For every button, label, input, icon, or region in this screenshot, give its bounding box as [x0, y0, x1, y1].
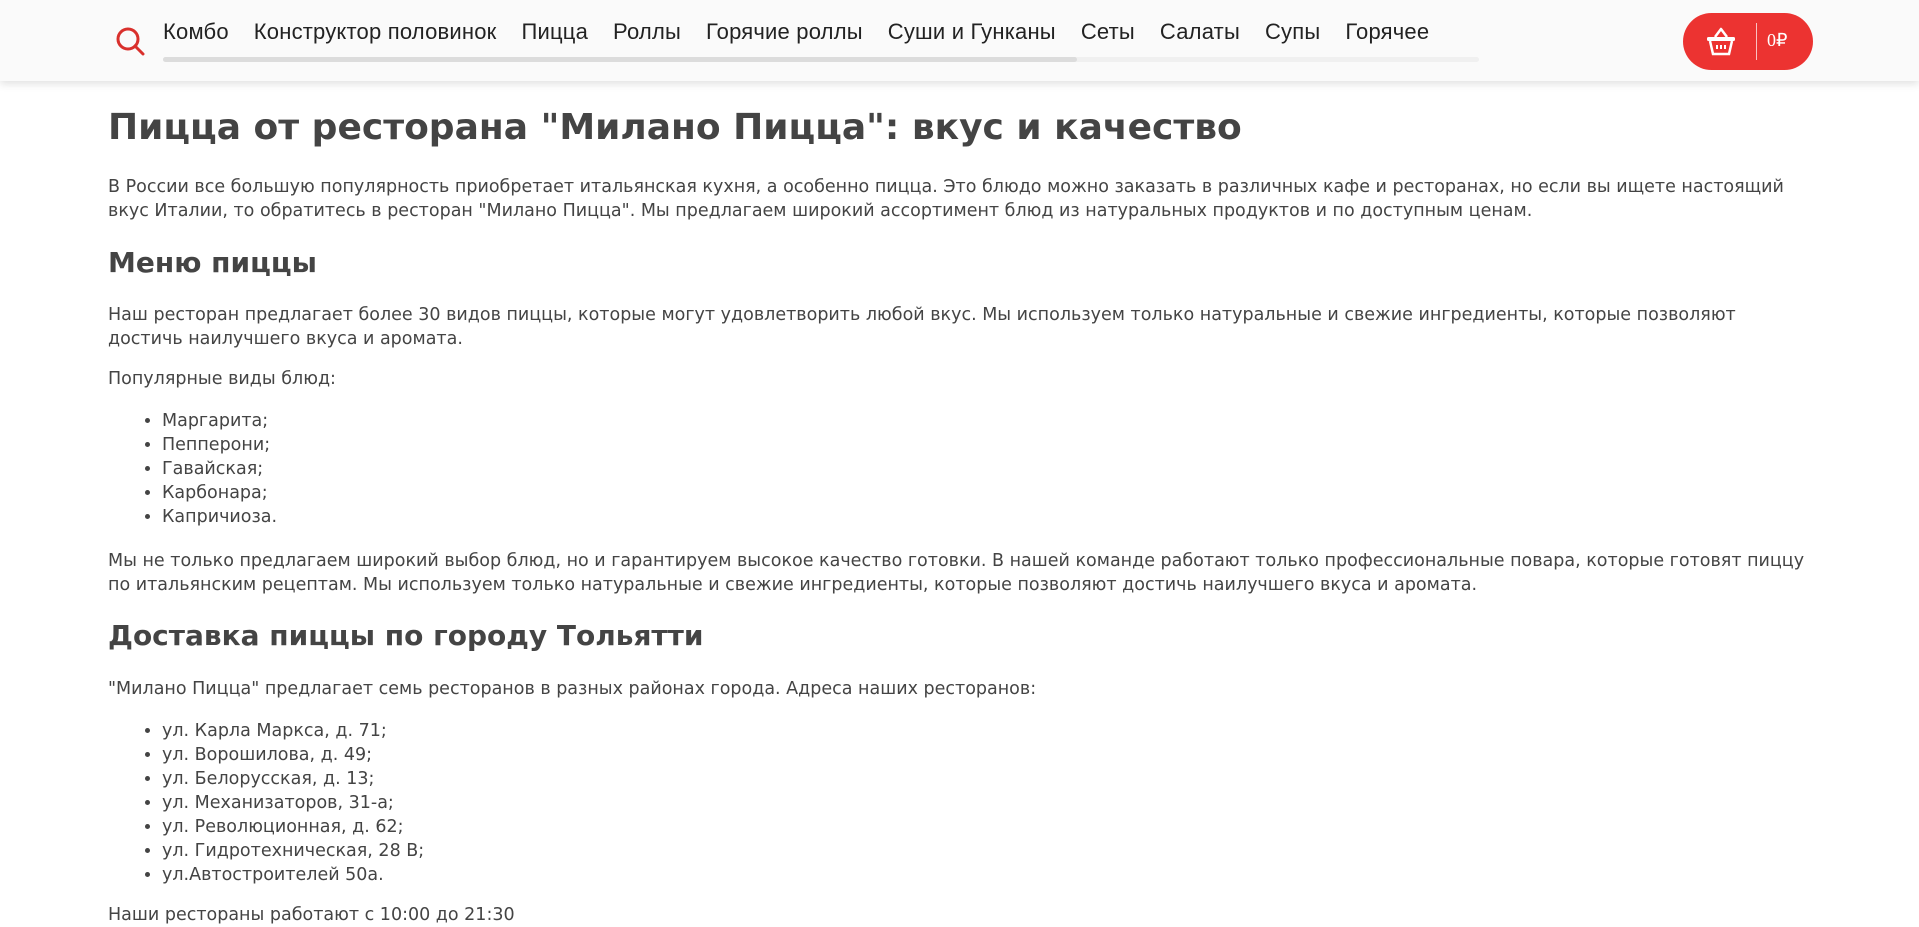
- popular-list: [108, 409, 277, 529]
- list-item: • ул. Карла Маркса, д. 71;: [162, 719, 424, 743]
- nav-scrollbar-thumb[interactable]: [163, 57, 1077, 62]
- list-item: • Карбонара;: [162, 481, 277, 505]
- list-item: • ул. Белорусская, д. 13;: [162, 767, 424, 791]
- search-icon[interactable]: [115, 26, 145, 56]
- list-item: • ул. Ворошилова, д. 49;: [162, 743, 424, 767]
- list-item: • Маргарита;: [162, 409, 277, 433]
- cart-divider: [1756, 23, 1757, 60]
- page-title: Пицца от ресторана "Милано Пицца": вкус и качество: [108, 107, 1242, 148]
- nav-item-sushi[interactable]: Суши и Гунканы: [887, 19, 1056, 44]
- hours-paragraph: Наши рестораны работают с 10:00 до 21:30: [108, 905, 515, 925]
- delivery-paragraph: "Милано Пицца" предлагает семь ресторанов в разных районах города. Адреса наших ресторанов:: [108, 679, 1037, 699]
- list-item: • ул.Автостроителей 50а.: [162, 863, 424, 887]
- nav-item-rolls[interactable]: Роллы: [613, 19, 681, 44]
- nav-item-sets[interactable]: Сеты: [1080, 19, 1135, 44]
- delivery-heading: Доставка пиццы по городу Тольятти: [108, 619, 704, 652]
- nav-item-salads[interactable]: Салаты: [1159, 19, 1240, 44]
- list-item: • ул. Гидротехническая, 28 В;: [162, 839, 424, 863]
- cart-button[interactable]: [1683, 13, 1813, 70]
- cart-total: 0₽: [1767, 30, 1788, 50]
- menu-heading: Меню пиццы: [108, 246, 317, 279]
- nav-scrollbar[interactable]: [163, 57, 1479, 62]
- category-nav: [163, 14, 1479, 50]
- nav-item-hot[interactable]: Горячее: [1345, 19, 1430, 44]
- nav-item-soups[interactable]: Супы: [1264, 19, 1321, 44]
- list-item: • Пепперони;: [162, 433, 277, 457]
- popular-label: Популярные виды блюд:: [108, 369, 336, 389]
- quality-paragraph: Мы не только предлагаем широкий выбор блюд, но и гарантируем высокое качество готовки. В нашей команде работают только профессиональные повара, которые готовят пиццу по итальянским рецептам. Мы используем только натуральные и свежие ингредиенты, которые позволяют достичь наилучшего вкуса и аромата.: [108, 551, 1805, 595]
- nav-item-half-constructor[interactable]: Конструктор половинок: [253, 19, 497, 44]
- intro-paragraph: В России все большую популярность приобретает итальянская кухня, а особенно пицца. Это блюдо можно заказать в различных кафе и ресторанах, но если вы ищете настоящий вкус Италии, то обратитесь в ресторан "Милано Пицца". Мы предлагаем широкий ассортимент блюд из натуральных продуктов и по доступным ценам.: [108, 177, 1784, 221]
- list-item: • Гавайская;: [162, 457, 277, 481]
- nav-item-hot-rolls[interactable]: Горячие роллы: [706, 19, 863, 44]
- address-list: [108, 719, 424, 887]
- basket-icon: [1705, 27, 1737, 57]
- list-item: • ул. Революционная, д. 62;: [162, 815, 424, 839]
- list-item: • ул. Механизаторов, 31-а;: [162, 791, 424, 815]
- site-header: [0, 0, 1919, 81]
- list-item: • Капричиоза.: [162, 505, 277, 529]
- nav-item-combo[interactable]: Комбо: [163, 19, 229, 44]
- nav-item-pizza[interactable]: Пицца: [521, 19, 589, 44]
- menu-paragraph: Наш ресторан предлагает более 30 видов пиццы, которые могут удовлетворить любой вкус. Мы используем только натуральные и свежие ингредиенты, которые позволяют достичь наилучшего вкуса и аромата.: [108, 305, 1736, 349]
